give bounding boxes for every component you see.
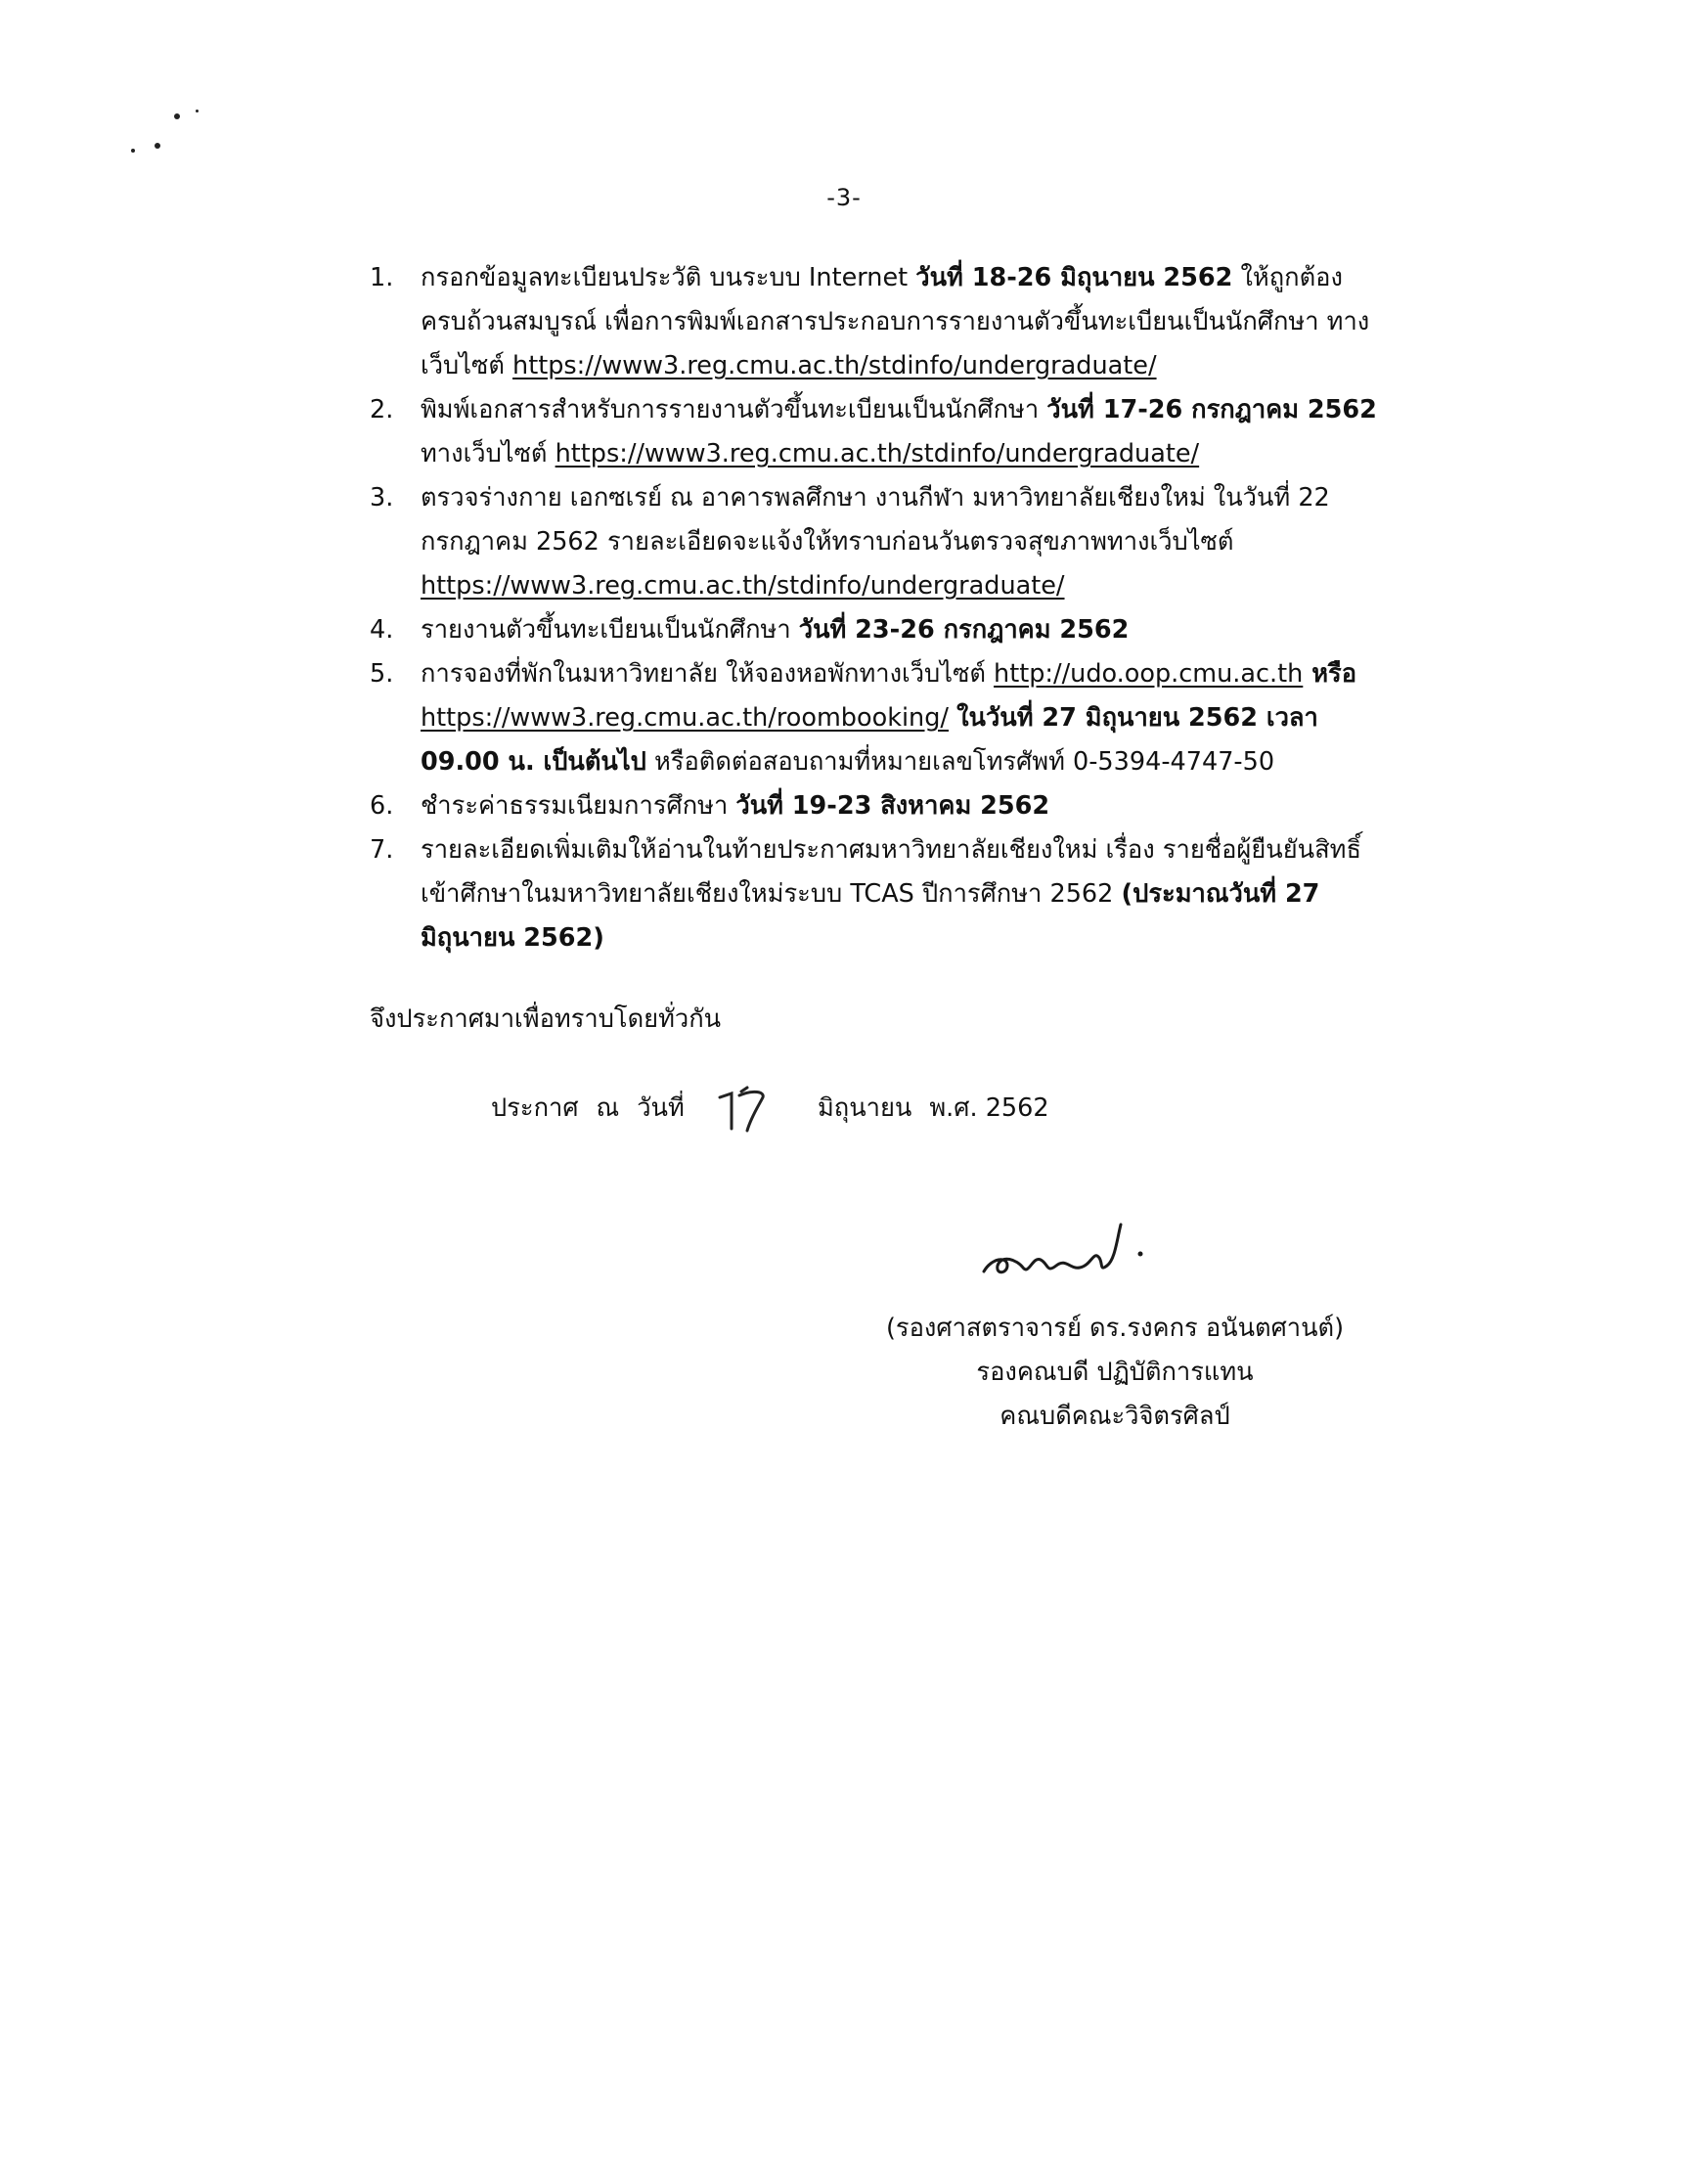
list-item-6 (370, 784, 1383, 828)
list-item-5 (370, 652, 1383, 784)
item-number: 2. (370, 395, 394, 424)
item-text: การจองที่พักในมหาวิทยาลัย ให้จองหอพักทางเว็บไซต์ (421, 659, 995, 689)
closing-statement: จึงประกาศมาเพื่อทราบโดยทั่วกัน (370, 1004, 722, 1034)
item-text: ทางเว็บไซต์ (421, 439, 555, 468)
signer-name: (รองศาสตราจารย์ ดร.รงคกร อนันตศานต์) (885, 1314, 1345, 1343)
announce-year: 2562 (985, 1093, 1049, 1123)
item-text: รายงานตัวขึ้นทะเบียนเป็นนักศึกษา (421, 615, 799, 645)
emphasis-text: วันที่ 19-23 สิงหาคม 2562 (735, 791, 1050, 821)
url-link[interactable]: https://www3.reg.cmu.ac.th/stdinfo/undergraduate/ (555, 439, 1200, 468)
announce-day-label: วันที่ (637, 1093, 685, 1123)
scan-specks (125, 106, 213, 164)
page-number: -3- (826, 184, 862, 211)
emphasis-text: (ประมาณวันที่ 27 มิถุนายน 2562) (421, 879, 1320, 953)
item-number: 3. (370, 483, 394, 513)
url-link[interactable]: https://www3.reg.cmu.ac.th/roombooking/ (421, 703, 949, 733)
handwritten-signature (978, 1211, 1154, 1289)
item-text: กรอกข้อมูลทะเบียนประวัติ บนระบบ Internet (421, 263, 916, 292)
list-item-1 (370, 256, 1383, 388)
item-text (949, 703, 956, 733)
item-text: ให้ถูกต้องครบถ้วนสมบูรณ์ เพื่อการพิมพ์เอกสารประกอบการรายงานตัวขึ้นทะเบียนเป็นนักศึกษา ทางเว็บไซต์ (421, 263, 1370, 380)
list-item-4 (370, 608, 1383, 652)
announce-era: พ.ศ. (929, 1093, 978, 1123)
emphasis-text: วันที่ 18-26 มิถุนายน 2562 (915, 263, 1233, 292)
item-text: ชำระค่าธรรมเนียมการศึกษา (421, 791, 736, 821)
url-link[interactable]: https://www3.reg.cmu.ac.th/stdinfo/undergraduate/ (512, 351, 1157, 380)
emphasis-text: ในวันที่ 27 มิถุนายน 2562 เวลา 09.00 น. เป็นต้นไป (421, 703, 1318, 777)
item-text: หรือติดต่อสอบถามที่หมายเลขโทรศัพท์ 0-5394-4747-50 (645, 747, 1275, 777)
item-text: พิมพ์เอกสารสำหรับการรายงานตัวขึ้นทะเบียนเป็นนักศึกษา (421, 395, 1047, 424)
announce-at: ณ (596, 1093, 620, 1123)
item-list (370, 256, 1383, 960)
item-number: 1. (370, 263, 394, 292)
signer-position: รองคณบดี ปฏิบัติการแทน (976, 1358, 1254, 1387)
list-item-3 (370, 476, 1383, 608)
emphasis-text: วันที่ 17-26 กรกฎาคม 2562 (1046, 395, 1377, 424)
handwritten-day-mark (714, 1084, 792, 1135)
item-number: 6. (370, 791, 394, 821)
announce-month: มิถุนายน (817, 1093, 912, 1123)
emphasis-text: หรือ (1303, 659, 1357, 689)
url-link[interactable]: http://udo.oop.cmu.ac.th (994, 659, 1304, 689)
item-text: รายละเอียดเพิ่มเติมให้อ่านในท้ายประกาศมหาวิทยาลัยเชียงใหม่ เรื่อง รายชื่อผู้ยืนยันสิทธิ์เข้าศึกษาในมหาวิทยาลัยเชียงใหม่ระบบ TCAS ปีการศึกษา 2562 (421, 835, 1362, 909)
item-text: ตรวจร่างกาย เอกซเรย์ ณ อาคารพลศึกษา งานกีฬา มหาวิทยาลัยเชียงใหม่ ในวันที่ 22 กรกฎาคม 2562 รายละเอียดจะแจ้งให้ทราบก่อนวันตรวจสุขภาพทางเว็บไซต์ (421, 483, 1330, 557)
announce-prefix: ประกาศ (491, 1093, 579, 1123)
item-number: 5. (370, 659, 394, 689)
item-number: 7. (370, 835, 394, 865)
announcement-date (491, 1084, 1049, 1135)
signer-office: คณบดีคณะวิจิตรศิลป์ (999, 1402, 1230, 1431)
item-number: 4. (370, 615, 394, 645)
emphasis-text: วันที่ 23-26 กรกฎาคม 2562 (798, 615, 1130, 645)
list-item-2 (370, 388, 1383, 476)
signer-block (812, 1307, 1418, 1439)
url-link[interactable]: https://www3.reg.cmu.ac.th/stdinfo/undergraduate/ (421, 571, 1065, 601)
list-item-7 (370, 828, 1383, 960)
